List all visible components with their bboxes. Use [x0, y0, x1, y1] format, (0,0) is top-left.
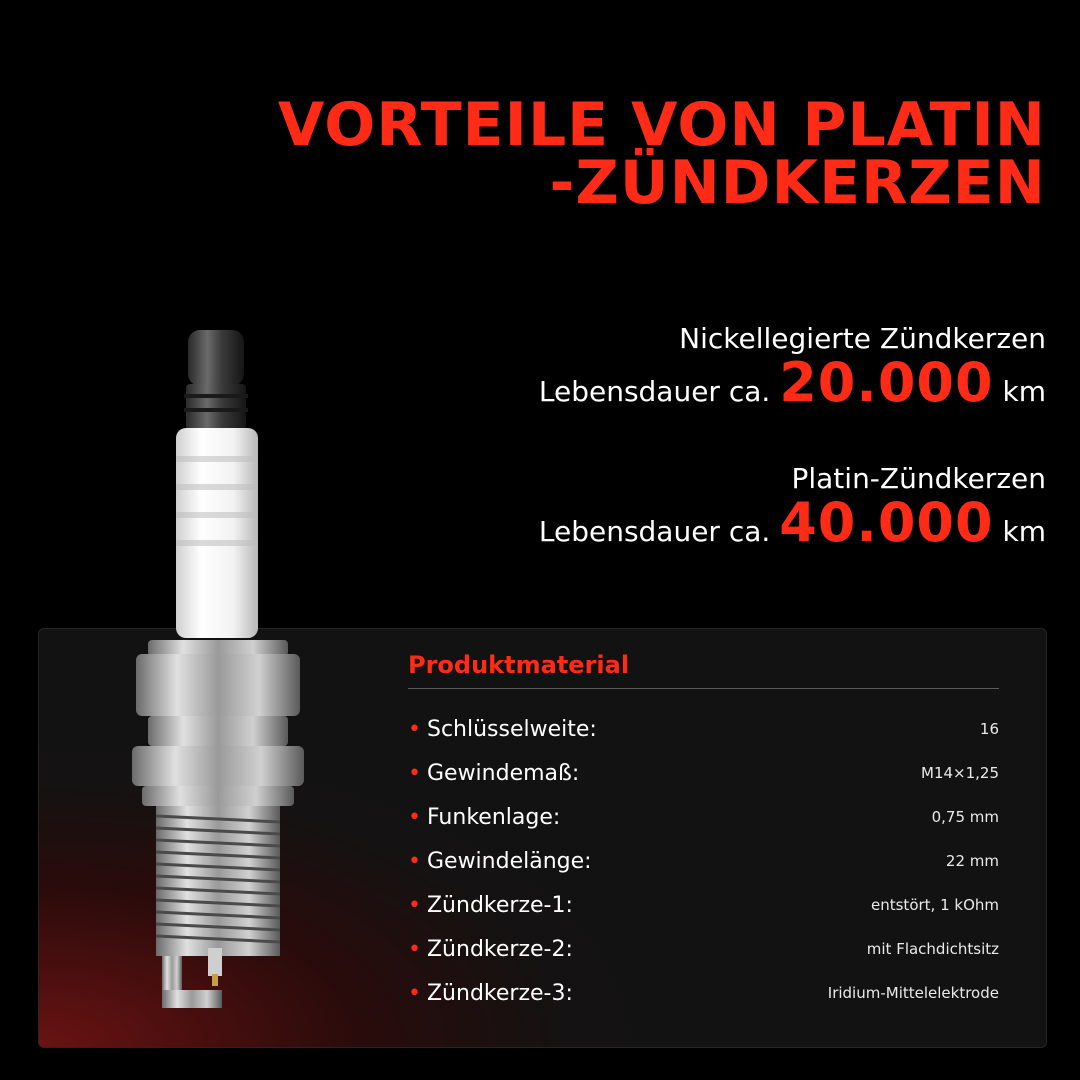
spec-label: Zündkerze-2: — [426, 936, 573, 962]
lifespan-prefix: Lebensdauer ca. — [538, 515, 771, 548]
spec-label: Schlüsselweite: — [426, 716, 597, 742]
lifespan-value: 40.000 — [779, 491, 994, 554]
spec-label: Zündkerze-3: — [426, 980, 573, 1006]
title-line-2: -ZÜNDKERZEN — [549, 148, 1046, 218]
title-line-1: VORTEILE VON PLATIN — [277, 90, 1046, 160]
spec-label: Gewindemaß: — [426, 760, 580, 786]
lifespan-line — [538, 351, 1046, 417]
spec-row — [408, 707, 999, 751]
page-title — [277, 90, 1046, 218]
lifespan-line — [538, 491, 1046, 557]
bullet-dot-icon: • — [408, 760, 421, 786]
spark-plug-image — [128, 328, 308, 1028]
spec-label: Gewindelänge: — [426, 848, 592, 874]
spec-value: 16 — [979, 720, 999, 738]
spec-row — [408, 883, 999, 927]
spec-row — [408, 795, 999, 839]
lifespan-nickel — [539, 322, 1046, 417]
bullet-dot-icon: • — [408, 716, 421, 742]
bullet-dot-icon: • — [408, 804, 421, 830]
spec-row — [408, 971, 999, 1015]
lifespan-name: Platin-Zündkerzen — [791, 462, 1046, 495]
lifespan-value: 20.000 — [779, 351, 994, 414]
spec-value: mit Flachdichtsitz — [866, 940, 999, 958]
spec-value: 22 mm — [945, 852, 999, 870]
bullet-dot-icon: • — [408, 892, 421, 918]
lifespan-unit: km — [1002, 515, 1046, 548]
bullet-dot-icon: • — [408, 936, 421, 962]
spec-row — [408, 927, 999, 971]
spec-list — [408, 648, 999, 1015]
bullet-dot-icon: • — [408, 848, 421, 874]
bullet-dot-icon: • — [408, 980, 421, 1006]
spec-label: Zündkerze-1: — [426, 892, 573, 918]
spec-row — [408, 751, 999, 795]
lifespan-unit: km — [1002, 375, 1046, 408]
lifespan-prefix: Lebensdauer ca. — [538, 375, 771, 408]
lifespan-name: Nickellegierte Zündkerzen — [679, 322, 1046, 355]
lifespan-platinum — [539, 462, 1046, 557]
spec-value: Iridium-Mittelelektrode — [827, 984, 999, 1002]
spec-heading: Produktmaterial — [408, 648, 999, 689]
spec-label: Funkenlage: — [426, 804, 561, 830]
spec-value: entstört, 1 kOhm — [871, 896, 999, 914]
spec-row — [408, 839, 999, 883]
spec-value: 0,75 mm — [931, 808, 999, 826]
spec-value: M14×1,25 — [921, 764, 999, 782]
